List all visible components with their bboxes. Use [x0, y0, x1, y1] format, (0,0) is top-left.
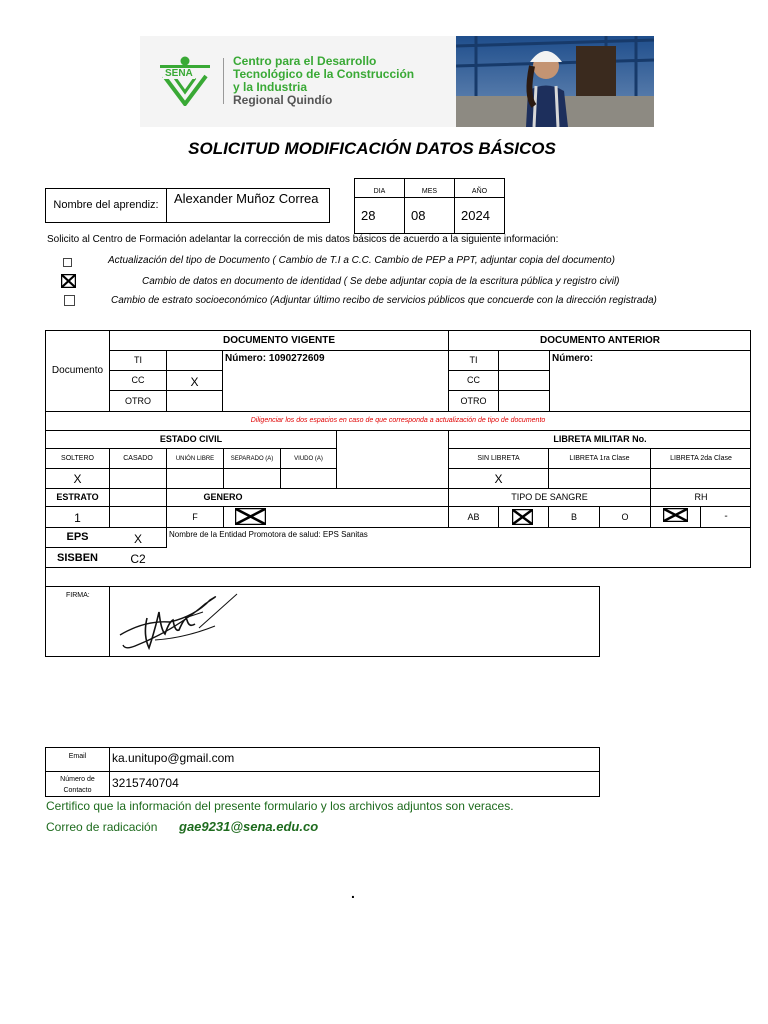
month-label: MES — [421, 188, 438, 195]
page-title: SOLICITUD MODIFICACIÓN DATOS BÁSICOS — [188, 138, 556, 158]
year-field[interactable]: 2024 — [461, 208, 490, 223]
blood-ab-label: AB — [467, 511, 480, 522]
civil-col-separado: SEPARADO (A) — [230, 455, 274, 462]
option-3-checkbox[interactable] — [64, 295, 75, 306]
document-note: Diligenciar los dos espacios en caso de que corresponda a actualización de tipo de documento — [250, 417, 546, 424]
grid-line — [223, 506, 224, 527]
previous-otro-label: OTRO — [460, 395, 487, 406]
estrato-label: ESTRATO — [56, 492, 99, 502]
sisben-value[interactable]: C2 — [130, 552, 146, 566]
applicant-label: Nombre del aprendiz: — [53, 199, 159, 211]
genero-label: GENERO — [203, 492, 243, 502]
grid-line — [109, 350, 751, 351]
military-col-sin-libreta: SIN LIBRETA — [477, 455, 520, 462]
radicacion-label: Correo de radicación — [46, 820, 158, 834]
center-name-line1: Centro para el Desarrollo — [233, 54, 377, 68]
banner-photo — [456, 36, 654, 127]
signature-label: FIRMA: — [66, 592, 90, 599]
option-1-label: Actualización del tipo de Documento ( Cambio de T.I a C.C. Cambio de PEP a PPT, adjuntar copia del documento) — [108, 255, 615, 266]
checked-x-icon — [512, 509, 533, 525]
sena-logo-text: SENA — [165, 68, 193, 79]
current-cc-mark[interactable]: X — [190, 375, 199, 389]
eps-label: EPS — [66, 531, 89, 543]
banner-divider — [223, 58, 224, 104]
grid-line — [549, 350, 550, 411]
signature-divider — [109, 586, 110, 657]
contact-divider-h — [45, 771, 600, 772]
option-2-checkbox[interactable] — [61, 274, 76, 288]
grid-line — [336, 430, 337, 488]
center-name-line3: y la Industria — [233, 80, 308, 94]
grid-line — [45, 468, 336, 469]
signature-image — [115, 590, 240, 654]
previous-cc-label: CC — [467, 375, 480, 385]
blood-a-checkbox[interactable] — [512, 509, 533, 525]
option-1-checkbox[interactable] — [63, 258, 72, 267]
rh-positive-checkbox[interactable] — [663, 508, 688, 522]
day-field[interactable]: 28 — [361, 208, 376, 223]
military-col-segunda: LIBRETA 2da Clase — [670, 455, 732, 462]
grid-line — [45, 568, 46, 587]
checked-x-icon — [663, 508, 688, 522]
estrato-value[interactable]: 1 — [74, 511, 81, 525]
phone-label-line1: Número de — [60, 775, 95, 783]
eps-mark[interactable]: X — [133, 532, 142, 546]
rh-negative-label: - — [724, 511, 728, 522]
eps-name[interactable]: Nombre de la Entidad Promotora de salud: EPS Sanitas — [169, 530, 368, 539]
military-header: LIBRETA MILITAR No. — [553, 434, 647, 444]
email-field[interactable]: ka.unitupo@gmail.com — [112, 751, 235, 765]
previous-document-number[interactable]: Número: — [552, 353, 594, 364]
current-ti-label: TI — [134, 355, 142, 365]
center-name-line4: Regional Quindío — [233, 93, 333, 107]
genero-m-checkbox[interactable] — [235, 508, 266, 525]
trailing-dot: . — [351, 885, 355, 901]
military-col-primera: LIBRETA 1ra Clase — [569, 455, 630, 462]
center-name-line2: Tecnológico de la Construcción — [233, 67, 415, 81]
request-text: Solicito al Centro de Formación adelantar la corrección de mis datos básicos de acuerdo a la siguiente información: — [47, 234, 559, 245]
soltero-mark[interactable]: X — [73, 472, 82, 486]
current-otro-label: OTRO — [125, 395, 151, 406]
checked-x-icon — [61, 274, 76, 288]
option-3-label: Cambio de estrato socioeconómico (Adjuntar último recibo de servicios públicos que concuerde con la dirección registrada) — [111, 295, 657, 306]
genero-f-label: F — [192, 511, 198, 522]
previous-ti-label: TI — [469, 355, 478, 365]
sisben-label: SISBEN — [57, 551, 98, 564]
grid-line — [45, 527, 751, 528]
blood-b-label: B — [570, 511, 577, 522]
email-label: Email — [68, 752, 87, 760]
grid-line — [498, 506, 499, 527]
civil-col-union-libre: UNIÓN LIBRE — [175, 455, 215, 462]
grid-line — [498, 350, 499, 411]
current-document-number[interactable]: Número: 1090272609 — [225, 353, 325, 364]
current-document-header: DOCUMENTO VIGENTE — [222, 334, 336, 346]
radicacion-email[interactable]: gae9231@sena.edu.co — [179, 819, 319, 834]
sin-libreta-mark[interactable]: X — [494, 472, 503, 486]
year-label: AÑO — [471, 188, 488, 195]
date-divider-h — [354, 197, 505, 198]
previous-document-header: DOCUMENTO ANTERIOR — [540, 334, 660, 346]
civil-col-casado: CASADO — [123, 455, 153, 462]
grid-line — [222, 350, 223, 411]
month-field[interactable]: 08 — [411, 208, 426, 223]
current-cc-label: CC — [131, 375, 145, 385]
grid-line — [449, 468, 751, 469]
contact-divider-v — [109, 747, 110, 797]
option-2-label: Cambio de datos en documento de identidad ( Se debe adjuntar copia de la escritura pública y registro civil) — [142, 276, 620, 287]
civil-status-header: ESTADO CIVIL — [159, 434, 223, 444]
checked-x-icon — [235, 508, 266, 525]
civil-col-soltero: SOLTERO — [61, 455, 94, 462]
sena-logo — [158, 54, 214, 106]
applicant-divider — [166, 188, 167, 223]
document-row-label: Documento — [51, 365, 104, 376]
civil-col-viudo: VIUDO (A) — [294, 455, 323, 462]
certify-text: Certifico que la información del presente formulario y los archivos adjuntos son veraces. — [46, 799, 514, 813]
day-label: DIA — [373, 188, 386, 195]
phone-label-line2: Contacto — [63, 786, 92, 794]
applicant-name-field[interactable]: Alexander Muñoz Correa — [174, 191, 319, 206]
blood-type-label: TIPO DE SANGRE — [511, 492, 588, 502]
phone-field[interactable]: 3215740704 — [112, 776, 179, 790]
blood-o-label: O — [621, 511, 629, 522]
rh-label: RH — [694, 492, 708, 502]
